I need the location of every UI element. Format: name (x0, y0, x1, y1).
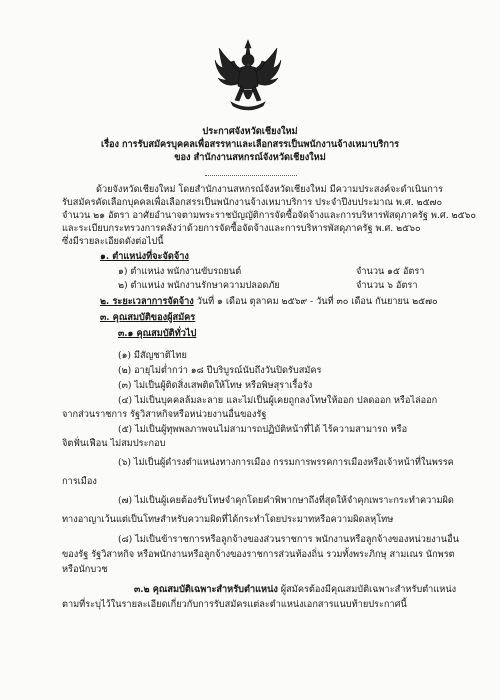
qualification-item: (๑) มีสัญชาติไทย (118, 350, 187, 361)
qualification-item-cont: ทางอาญาเว้นแต่เป็นโทษสำหรับความผิดที่ได้กระทำโดยประมาทหรือความผิดลหุโทษ (62, 514, 394, 525)
intro-line-3: จำนวน ๒๑ อัตรา อาศัยอำนาจตามพระราชบัญญัติการจัดซื้อจัดจ้างและการบริหารพัสดุภาครัฐ พ.ศ. ๒๕๖๐ (62, 210, 476, 221)
section3-sub2-heading: ๓.๒ คุณสมบัติเฉพาะสำหรับตำแหน่ง (134, 584, 278, 595)
section3-sub2-line (134, 584, 456, 596)
section3-sub2-text-cont: ตามที่ระบุไว้ในรายละเอียดเกี่ยวกับการรับสมัครแต่ละตำแหน่งเอกสารแนบท้ายประกาศนี้ (62, 599, 407, 610)
garuda-emblem-icon (213, 38, 283, 114)
qualification-item: (๒) อายุไม่ต่ำกว่า ๑๘ ปีบริบูรณ์นับถึงวันปิดรับสมัคร (118, 365, 322, 376)
qualification-item: (๗) ไม่เป็นผู้เคยต้องรับโทษจำคุกโดยคำพิพากษาถึงที่สุดให้จำคุกเพราะกระทำความผิด (118, 495, 454, 506)
section2-text: วันที่ ๑ เดือน ตุลาคม ๒๕๖๙ - วันที่ ๓๐ เดือน กันยายน ๒๕๗๐ (196, 296, 438, 307)
announcement-title: ประกาศจังหวัดเชียงใหม่ (202, 126, 298, 137)
qualification-item: (๕) ไม่เป็นผู้ทุพพลภาพจนไม่สามารถปฏิบัติหน้าที่ได้ ไร้ความสามารถ หรือ (118, 424, 408, 435)
qualification-item: (๘) ไม่เป็นข้าราชการหรือลูกจ้างของส่วนราชการ พนักงานหรือลูกจ้างของหน่วยงานอื่น (118, 534, 459, 545)
position-2-count: จำนวน ๖ อัตรา (356, 280, 418, 291)
intro-line-4: และระเบียบกระทรวงการคลังว่าด้วยการจัดซื้อจัดจ้างและการบริหารพัสดุภาครัฐ พ.ศ. ๒๕๖๐ (62, 223, 421, 234)
intro-line-2: รับสมัครคัดเลือกบุคคลเพื่อเลือกสรรเป็นพนักงานจ้างเหมาบริการ ประจำปีงบประมาณ พ.ศ. ๒๕๗๐ (62, 197, 443, 208)
section2-heading: ๒. ระยะเวลาการจัดจ้าง (100, 296, 194, 307)
intro-line-1: ด้วยจังหวัดเชียงใหม่ โดยสำนักงานสหกรณ์จังหวัดเชียงใหม่ มีความประสงค์จะดำเนินการ (96, 184, 443, 195)
section3-sub2-text: ผู้สมัครต้องมีคุณสมบัติเฉพาะสำหรับตำแหน่ง (280, 584, 457, 595)
section3-sub1-heading: ๓.๑ คุณสมบัติทั่วไป (118, 328, 197, 339)
section1-heading: ๑. ตำแหน่งที่จะจัดจ้าง (100, 251, 189, 262)
section2-line (100, 296, 438, 308)
subject-line-1 (0, 139, 500, 151)
section3-heading: ๓. คุณสมบัติของผู้สมัคร (100, 312, 196, 323)
position-1-label: ๑) ตำแหน่ง พนักงานขับรถยนต์ (118, 266, 242, 277)
position-2-label: ๒) ตำแหน่ง พนักงานรักษาความปลอดภัย (118, 280, 280, 291)
qualification-item-cont: ของรัฐ รัฐวิสาหกิจ หรือพนักงานหรือลูกจ้างของราชการส่วนท้องถิ่น รวมทั้งพระภิกษุ สามเณร นักพรต (62, 549, 455, 560)
qualification-item: (๔) ไม่เป็นบุคคลล้มละลาย และไม่เป็นผู้เคยถูกลงโทษให้ออก ปลดออก หรือไล่ออก (118, 395, 438, 406)
subject-line-2: ของ สำนักงานสหกรณ์จังหวัดเชียงใหม่ (174, 152, 326, 163)
qualification-item-cont: จากส่วนราชการ รัฐวิสาหกิจหรือหน่วยงานอื่นของรัฐ (62, 409, 267, 420)
qualification-item-cont: จิตฟั่นเฟือน ไม่สมประกอบ (62, 438, 166, 449)
qualification-item-cont: หรือนักบวช (62, 564, 108, 575)
subject-text: การรับสมัครบุคคลเพื่อสรรหาและเลือกสรรเป็นพนักงานจ้างเหมาบริการ (121, 139, 400, 150)
position-1-count: จำนวน ๑๕ อัตรา (356, 266, 425, 277)
subject-label: เรื่อง (100, 139, 120, 150)
qualification-item-cont: การเมือง (62, 476, 97, 487)
separator-dots (205, 175, 297, 176)
intro-line-5: ซึ่งมีรายละเอียดดังต่อไปนี้ (62, 236, 164, 247)
qualification-item: (๓) ไม่เป็นผู้ติดสิ่งเสพติดให้โทษ หรือพิษสุราเรื้อรัง (118, 380, 313, 391)
qualification-item: (๖) ไม่เป็นผู้ดำรงตำแหน่งทางการเมือง กรรมการพรรคการเมืองหรือเจ้าหน้าที่ในพรรค (118, 457, 454, 468)
